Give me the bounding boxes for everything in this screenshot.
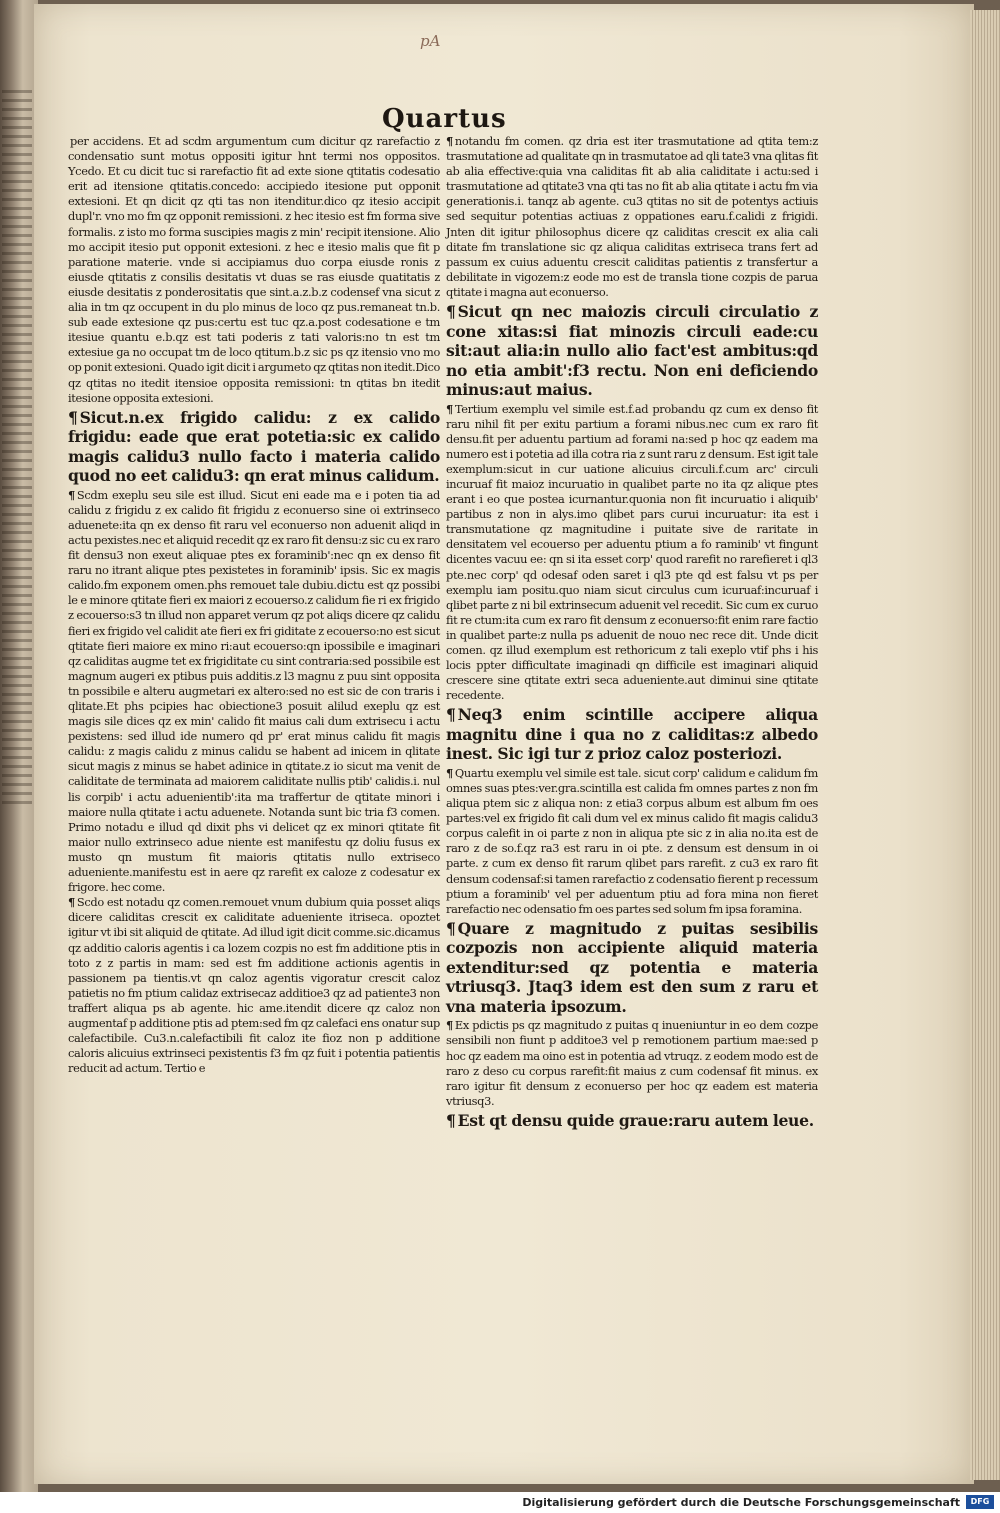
right-column	[446, 134, 818, 1132]
paragraph-mark-icon: ¶	[446, 401, 453, 416]
page-stack-edges	[970, 10, 1000, 1480]
left-column	[68, 134, 440, 1076]
commentary-paragraph: ¶ Quartu exemplu vel simile est tale. sicut corp' calidum e calidum fm omnes suas ptes:ver.gra.scintilla est calida fm omnes partes z non fm aliqua ptem sic z aliqua non: z etia3 corpus album est album fm oes partes:vel ex frigido fit cali dum vel ex minus calido fit magis calidu3 corpus calefit in oi parte z non in aliqua pte sic z in alia no.ita est de raro z de so.f.qz ra3 est raru in oi pte. z densum est densum in oi parte. z cum ex denso fit rarum qlibet pars rarefit. z cu3 ex raro fit densum codensaf:si tamen rarefactio z codensatio fierent p recessum ptium a foraminib' vel per aduentum ptiu ad fora mina non fieret rarefactio nec odensatio fm oes partes sed solum fm ipsa foramina.	[446, 765, 818, 916]
facing-page-edge	[0, 0, 38, 1492]
dfg-logo: DFG	[966, 1495, 994, 1509]
footer-credit: Digitalisierung gefördert durch die Deutsche Forschungsgemeinschaft	[522, 1496, 960, 1509]
commentary-paragraph: ¶ Tertium exemplu vel simile est.f.ad probandu qz cum ex denso fit raru nihil fit per exitu partium a forami nibus.nec cum ex raro fit densu.fit per aduentu partium ad forami na:sed p hoc qz eadem ma numero est i potetia ad illa cotra ria z sunt raru z densum. Est igit tale exemplum:sicut in cur uatione alicuius circuli.f.cum arc' circuli incuruaf fit maioz incuruatio in qualibet parte no ita qz alique ptes erant i eo que postea icurnantur.quonia non fit incuruatio i aliquib' partibus z non in alys.imo qlibet pars curui incuruatur: ita est i transmutatione qz magnitudine i puitate sive de raritate in densitatem vel ecouerso per aduentu ptium a fo raminib' vt fingunt dicentes vacuu ee: qn si ita esset corp' quod rarefit no rarefieret i ql3 pte.nec corp' qd odesaf oden saret i ql3 pte qd est falsu vt ps per exemplu iam positu.quo niam sicut circulus cum icuruaf:incuruaf i qlibet parte z ni bil extrinsecum aduenit vel recedit. Sic cum ex curuo fit re ctum:ita cum ex raro fit densum z econuerso:fit enim rare factio in qualibet parte:z nulla ps aduenit de nouo nec rece dit. Unde dicit comen. qz illud exemplum est rethoricum z tali exeplo vtif phs i his locis ppter difficultate imaginadi qn difficile est imaginari aliquid crescere sine qtitate extri seca adueniente.aut diminui sine qtitate recedente.	[446, 401, 818, 703]
aristotle-text-block: ¶ Sicut.n.ex frigido calidu: z ex calido frigidu: eade que erat potetia:sic ex calido magis calidu3 nullo facto i materia calido quod no eet calidu3: qn erat minus calidum.	[68, 407, 440, 486]
folio-mark: pA	[420, 32, 441, 50]
paragraph-mark-icon: ¶	[446, 1018, 453, 1033]
commentary-paragraph: ¶ notandu fm comen. qz dria est iter trasmutatione ad qtita tem:z trasmutatione ad qualitate qn in trasmutatoe ad qli tate3 vna qlitas fit ab alia effective:quia vna caliditas fit ab alia caliditate i actu:sed i trasmutatione ad qtitate3 vna qti tas no fit ab alia qtitate i actu fm via generationis.i. tanqz ab agente. cu3 qtitas no sit de potentys actiuis sed sequitur potentias actiuas z oppationes earu.f.calidi z frigidi. Jnten dit igitur philosophus dicere qz caliditas crescit ex alia cali ditate fm translatione sic qz aliqua caliditas extriseca trans fert ad passum ex cuius aduentu crescit caliditas patientis z transfertur a debilitate in vigozem:z eode mo est de transla tione cozpis de parua qtitate i magna aut econuerso.	[446, 134, 818, 299]
commentary-paragraph: ¶ Ex pdictis ps qz magnitudo z puitas q inueniuntur in eo dem cozpe sensibili non fiunt p additoe3 vel p remotionem partium mae:sed p hoc qz eadem ma oino est in potentia ad vtruqz. z eodem modo est de raro z deso cu corpus rarefit:fit maius z cum codensaf fit minus. ex raro igitur fit densum z econuerso per hoc qz eadem est materia vtriusq3.	[446, 1018, 818, 1108]
commentary-paragraph: ¶ Scdm exeplu seu sile est illud. Sicut eni eade ma e i poten tia ad calidu z frigidu z ex calido fit frigidu z econuerso sine oi extrinseco aduenete:ita qn ex denso fit raru vel econuerso non aduenit aliqd in actu pexistes.nec et aliquid recedit qz ex raro fit densu:z sic cu ex raro fit densu3 non exeut aliquae ptes ex foraminib':nec qn ex denso fit raru no itrant alique ptes pexistetes in foraminib' ipsis. Sic ex magis calido.fm exponem omen.phs remouet tale dubiu.dictu est qz possibi le e minore qtitate fieri ex maiori z ecouerso.z calidum fie ri ex frigido z ecouerso:s3 tn illud non apparet verum qz pot aliqs dicere qz calidu fieri ex frigido vel calidit ate fieri ex fri giditate z ecouerso:no est sicut qtitate fieri maiore ex mino ri:aut ecouerso:qn ipossibile e imaginari qz caliditas augme tet ex frigiditate cu sint contraria:sed possibile est magnum augeri ex ptibus puis additis.z l3 magnu z puu sint opposita tn possibile e alteru augmetari ex altero:sed no est sic de con traris i qlitate.Et phs pcipies hac obiectione3 posuit alilud exeplu qz est magis sile dices qz ex min' calido fit maius cali dum extrisecu i actu pexistens: sed illud ide numero qd pr' erat minus calidu fit magis calidu: z magis calidu z minus calidu se habent ad inicem in qlitate sicut magis z minus se habet adinice in qtitate.z io sicut ma venit de caliditate de terminata ad maiorem caliditate nullis ptib' calidis.i. nul lis corpib' i actu aduenientib':ita ma traffertur de qtitate minori i maiore nulla qtitate i actu aduenete. Notanda sunt bic tria f3 comen. Primo notadu e illud qd dixit phs vi delicet qz ex minori qtitate fit maior nullo extrinseco adue niente est manifestu qz doliu fusus ex musto qn mustum fit maioris qtitatis nullo extriseco adueniente.manifestu est in aere qz rarefit ex caloze z codesatur ex frigore. hec come.	[68, 487, 440, 895]
paragraph-mark-icon: ¶	[446, 705, 456, 725]
aristotle-text-block: ¶ Sicut qn nec maiozis circuli circulatio z cone xitas:si fiat minozis circuli eade:cu sit:aut alia:in nullo alio fact'est ambitus:qd no etia ambit':f3 rectu. Non eni deficiendo minus:aut maius.	[446, 302, 818, 400]
paragraph-mark-icon: ¶	[68, 895, 75, 910]
paragraph-mark-icon: ¶	[446, 918, 456, 938]
aristotle-text-block: ¶ Quare z magnitudo z puitas sesibilis cozpozis non accipiente aliquid materia extenditur:sed qz potentia e materia vtriusq3. Jtaq3 idem est den sum z raru et vna materia ipsozum.	[446, 918, 818, 1016]
paragraph-mark-icon: ¶	[68, 487, 75, 502]
aristotle-text-block: ¶ Est qt densu quide graue:raru autem leue.	[446, 1110, 814, 1130]
paragraph-mark-icon: ¶	[446, 1110, 456, 1130]
paragraph-mark-icon: ¶	[68, 407, 78, 427]
running-head: Quartus	[382, 104, 507, 134]
aristotle-text-block: ¶ Neq3 enim scintille accipere aliqua magnitu dine i qua no z caliditas:z albedo inest. Sic igi tur z prioz caloz posteriozi.	[446, 705, 818, 764]
paragraph-mark-icon: ¶	[446, 765, 453, 780]
paragraph-mark-icon: ¶	[446, 302, 456, 322]
commentary-paragraph: ¶ Scdo est notadu qz comen.remouet vnum dubium quia posset aliqs dicere caliditas crescit ex caliditate adueniente itriseca. opoztet igitur vt ibi sit aliquid de qtitate. Ad illud igit dicit comme.sic.dicamus qz additio caloris agentis i ca lozem cozpis no est fm additione ptis in toto z z partis in mam: sed est fm additione actionis agentis in passionem pa tientis.vt qn caloz agentis vigoratur crescit caloz patietis no fm ptium calidaz extrisecaz additioe3 qz ad patiente3 non traffert aliqua ps ab agente. hic ame.itendit dicere qz caloz non augmentaf p additione ptis ad ptem:sed fm qz calefaci ens onatur sup calefactibile. Cu3.n.calefactibili fit caloz ite fioz non p additione caloris alicuius extrinseci pexistentis f3 fm qz fuit i potentia patientis reducit ad actum. Tertio e	[68, 895, 440, 1076]
commentary-paragraph: per accidens. Et ad scdm argumentum cum dicitur qz rarefactio z condensatio sunt motus oppositi igitur hnt termi nos oppositos. Ycedo. Et cu dicit tuc si rarefactio fit ad exte sione qtitatis codesatio erit ad itensione qtitatis.concedo: accipiedo itesione put opponit extesioni. Et qn dicit qz qti tas non itenditur.dico qz itesio accipit dupl'r. vno mo fm qz opponit remissioni. z hec itesio est fm forma sive formalis. z isto mo forma suscipies magis z min' recipit itensione. Alio mo accipit itesio put opponit extesioni. z hec e itesio malis que fit p paratione materie. vnde si accipiamus duo corpa eiusde ronis z eiusde qtitatis z consilis desitatis vt duas se ras eiusde quatitatis z eiusde desitatis z ponderositatis que sint.a.z.b.z codensef vna sicut z alia in tm qz occupent in du plo minus de loco qz pus.remaneat tn.b. sub eade extesione qz pus:certu est tuc qz.a.post codesatione e tm itesiue quantu e.b.qz est tati poderis z tati valoris:no tn est tm extesiue ga no occupat tm de loco qtitum.b.z sic ps qz itensio vno mo op ponit extesioni. Quado igit dicit i argumeto qz qtitas non itedit.Dico qz qtitas no itedit itensioe opposita remissioni: tn qtitas bn itedit itesione opposita extesioni.	[68, 134, 441, 405]
facing-page-text	[2, 90, 32, 810]
digitization-footer	[0, 1492, 1000, 1513]
paragraph-mark-icon: ¶	[446, 134, 453, 148]
